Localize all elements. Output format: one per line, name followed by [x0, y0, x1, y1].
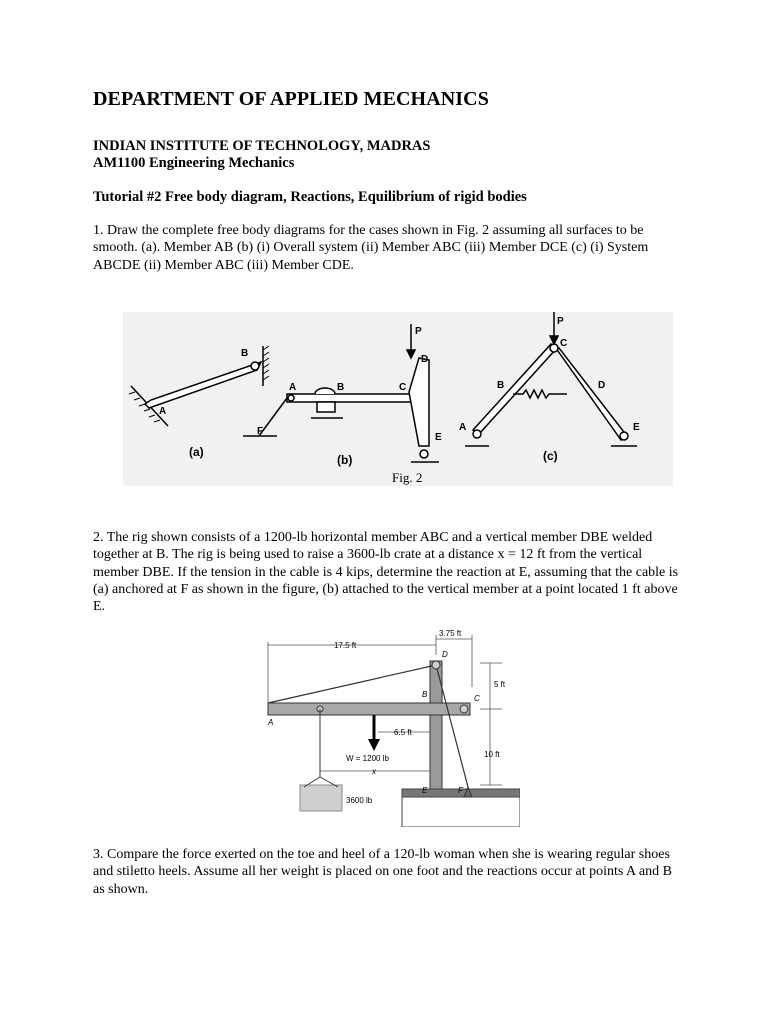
fig-c-caption: (c) — [543, 449, 558, 463]
fig-c-label-E: E — [633, 422, 640, 433]
tutorial-heading: Tutorial #2 Free body diagram, Reactions, Equilibrium of rigid bodies — [93, 189, 527, 205]
diagram-b — [243, 324, 439, 462]
fig-b-label-E: E — [435, 432, 442, 443]
rig-pt-A: A — [268, 718, 274, 727]
fig-b-label-D: D — [421, 354, 429, 365]
fig-b-label-P: P — [415, 326, 422, 337]
rig-weight: W = 1200 lb — [346, 754, 389, 763]
institute-name: INDIAN INSTITUTE OF TECHNOLOGY, MADRAS — [93, 138, 431, 154]
rig-pt-E: E — [422, 786, 428, 795]
rig-figure — [258, 627, 520, 827]
rig-pt-B: B — [422, 690, 428, 699]
fig-a-label-B: B — [241, 348, 249, 359]
diagram-c — [465, 312, 637, 446]
fig-c-label-D: D — [598, 380, 606, 391]
question-2: 2. The rig shown consists of a 1200-lb horizontal member ABC and a vertical member DBE welded together at B. The rig is being used to raise a 3600-lb crate at a distance x = 12 ft from the vertical member DBE. If the tension in the cable is 4 kips, determine the reaction at E, assuming that the cable is (a) anchored at F as shown in the figure, (b) attached to the vertical member at a point located 1 ft above E. — [93, 530, 679, 615]
rig-dim-5: 5 ft — [494, 680, 506, 689]
fig-c-label-C: C — [560, 338, 568, 349]
fig-c-label-B: B — [497, 380, 505, 391]
page-title: DEPARTMENT OF APPLIED MECHANICS — [93, 88, 489, 110]
rig-pt-F: F — [458, 786, 463, 795]
fig-c-label-P: P — [557, 316, 564, 327]
rig-dim-6-5: 6.5 ft — [394, 728, 412, 737]
question-1: 1. Draw the complete free body diagrams for the cases shown in Fig. 2 assuming all surfaces to be smooth. (a). Member AB (b) (i) Overall system (ii) Member ABC (iii) Member DCE (c) (i) System ABCDE (ii) Member ABC (iii) Member CDE. — [93, 223, 649, 273]
question-3: 3. Compare the force exerted on the toe and heel of a 120-lb woman when she is wearing regular shoes and stiletto heels. Assume all her weight is placed on one foot and the reactions occur at points A and B as shown. — [93, 847, 672, 897]
fig-b-label-C: C — [399, 382, 407, 393]
fig-b-caption: (b) — [337, 453, 353, 467]
figure-2 — [93, 306, 678, 486]
fig-b-label-A: A — [289, 382, 297, 393]
fig-c-label-A: A — [459, 422, 467, 433]
fig-b-label-B: B — [337, 382, 345, 393]
rig-dim-3-75: 3.75 ft — [439, 629, 462, 638]
fig-a-label-A: A — [159, 406, 167, 417]
rig-dim-17-5: 17.5 ft — [334, 641, 357, 650]
rig-structure — [268, 661, 520, 827]
rig-dim-10: 10 ft — [484, 750, 500, 759]
rig-pt-C: C — [474, 694, 480, 703]
figure-2-caption: Fig. 2 — [392, 470, 423, 485]
rig-x: x — [372, 767, 376, 776]
rig-pt-D: D — [442, 650, 448, 659]
course-name: AM1100 Engineering Mechanics — [93, 155, 295, 171]
fig-b-label-F: F — [257, 426, 264, 437]
rig-crate: 3600 lb — [346, 796, 373, 805]
fig-a-caption: (a) — [189, 445, 204, 459]
